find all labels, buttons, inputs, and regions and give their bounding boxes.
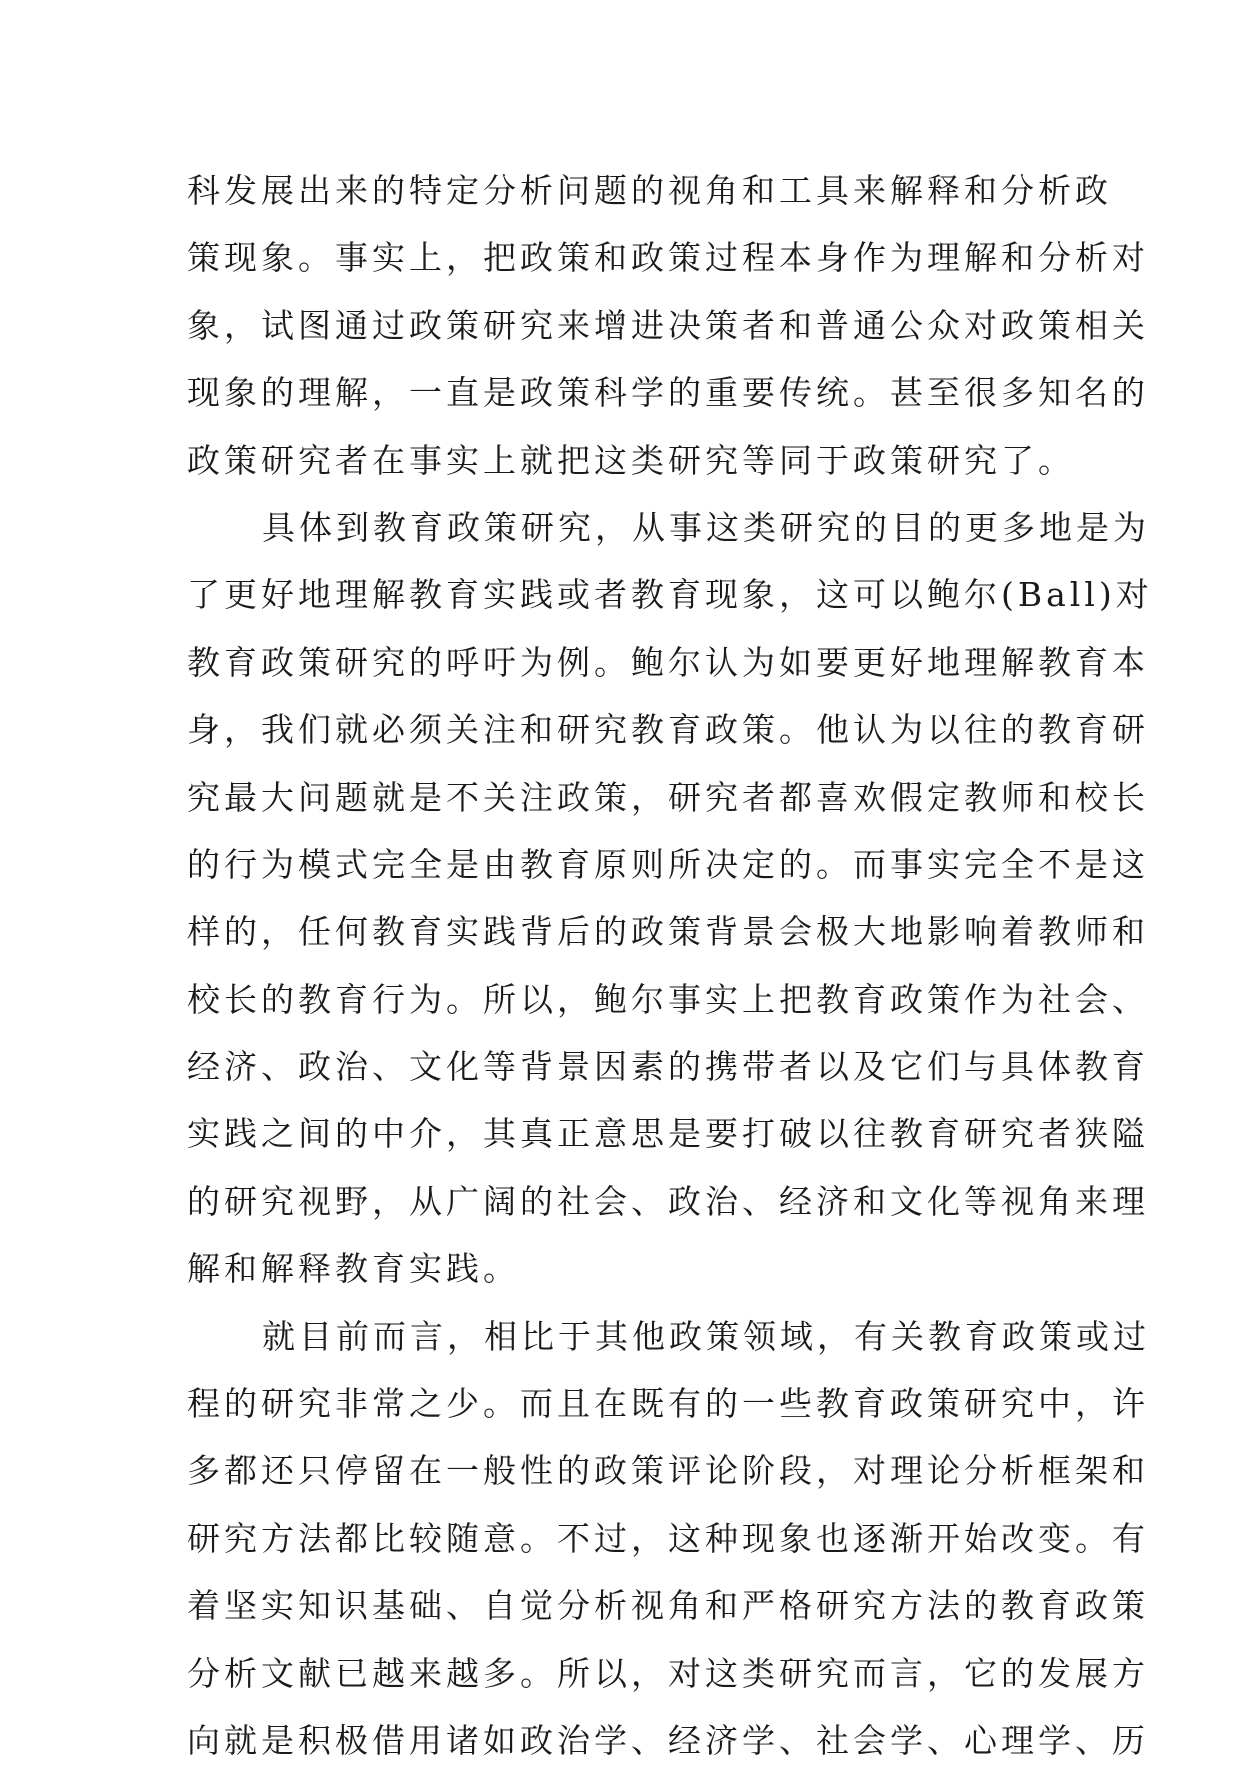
text-line: 实践之间的中介，其真正意思是要打破以往教育研究者狭隘 bbox=[187, 1114, 1149, 1154]
text-line: 着坚实知识基础、自觉分析视角和严格研究方法的教育政策 bbox=[187, 1586, 1149, 1626]
text-line: 校长的教育行为。所以，鲍尔事实上把教育政策作为社会、 bbox=[187, 979, 1149, 1019]
text-line: 分析文献已越来越多。所以，对这类研究而言，它的发展方 bbox=[187, 1653, 1149, 1693]
text-line: 解和解释教育实践。 bbox=[187, 1249, 520, 1289]
text-line: 究最大问题就是不关注政策，研究者都喜欢假定教师和校长 bbox=[187, 777, 1149, 817]
text-line: 了更好地理解教育实践或者教育现象，这可以鲍尔(Ball)对 bbox=[187, 575, 1153, 615]
text-line: 经济、政治、文化等背景因素的携带者以及它们与具体教育 bbox=[187, 1047, 1149, 1087]
text-line: 教育政策研究的呼吁为例。鲍尔认为如要更好地理解教育本 bbox=[187, 642, 1149, 682]
paragraph-first-line: 具体到教育政策研究，从事这类研究的目的更多地是为 bbox=[262, 507, 1150, 547]
text-line: 向就是积极借用诸如政治学、经济学、社会学、心理学、历 bbox=[187, 1720, 1149, 1760]
text-line: 的行为模式完全是由教育原则所决定的。而事实完全不是这 bbox=[187, 844, 1149, 884]
text-line: 政策研究者在事实上就把这类研究等同于政策研究了。 bbox=[187, 440, 1075, 480]
text-line: 科发展出来的特定分析问题的视角和工具来解释和分析政 bbox=[187, 171, 1112, 210]
text-line: 多都还只停留在一般性的政策评论阶段，对理论分析框架和 bbox=[187, 1451, 1149, 1491]
text-line: 的研究视野，从广阔的社会、政治、经济和文化等视角来理 bbox=[187, 1181, 1149, 1221]
text-line: 策现象。事实上，把政策和政策过程本身作为理解和分析对 bbox=[187, 238, 1149, 278]
text-line: 研究方法都比较随意。不过，这种现象也逐渐开始改变。有 bbox=[187, 1518, 1149, 1558]
text-line: 程的研究非常之少。而且在既有的一些教育政策研究中，许 bbox=[187, 1384, 1149, 1424]
text-line: 身，我们就必须关注和研究教育政策。他认为以往的教育研 bbox=[187, 710, 1149, 750]
body-text bbox=[187, 157, 1153, 1774]
text-line: 象，试图通过政策研究来增进决策者和普通公众对政策相关 bbox=[187, 305, 1149, 345]
text-line: 现象的理解，一直是政策科学的重要传统。甚至很多知名的 bbox=[187, 373, 1149, 413]
text-line: 样的，任何教育实践背后的政策背景会极大地影响着教师和 bbox=[187, 912, 1149, 952]
paragraph-first-line: 就目前而言，相比于其他政策领域，有关教育政策或过 bbox=[262, 1316, 1150, 1356]
